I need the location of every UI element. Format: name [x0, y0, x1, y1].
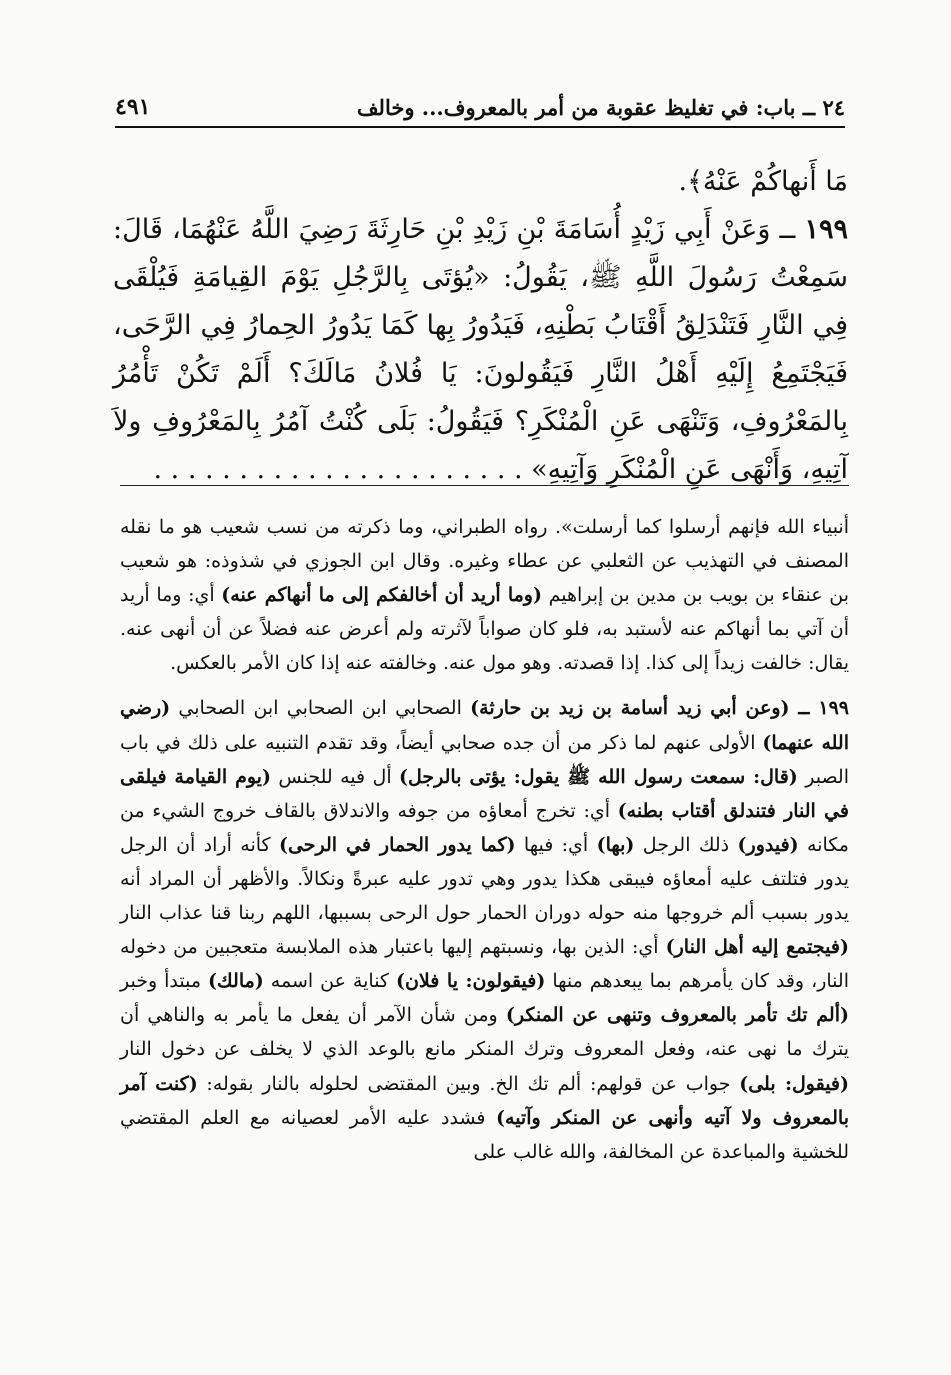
- commentary-text: أي: فيها: [515, 833, 597, 856]
- verse-continuation: مَا أَنهاكُمْ عَنْهُ﴾.: [678, 166, 848, 197]
- commentary-block: [120, 510, 849, 1169]
- commentary-quote: (فيقول: بلى): [739, 1072, 849, 1095]
- commentary-text: جواب عن قولهم: ألم تك الخ. وبين المقتضى لحلوله بالنار بقوله:: [197, 1072, 740, 1095]
- commentary-paragraph-1: [120, 510, 849, 680]
- commentary-text: ومن شأن الآمر أن يفعل ما يأمر به والناهي أن يترك ما نهى عنه، وفعل المعروف وترك المنكر مانع بالوعد الذي لا يخلف عن دخول النار: [120, 1004, 849, 1061]
- hadith-body: ــ وَعَنْ أَبِي زَيْدٍ أُسَامَةَ بْنِ زَيْدِ بْنِ حَارِثَةَ رَضِيَ اللَّهُ عَنْهُمَا، قَالَ: سَمِعْتُ رَسُولَ اللَّهِ ﷺ، يَقُولُ: «يُؤتَى بِالرَّجُلِ يَوْمَ القِيامَةِ فَيُلْقَى فِي النَّارِ فَتَنْدَلِقُ أَقْتَابُ بَطْنِهِ، فَيَدُورُ بِها كَمَا يَدُورُ الحِمارُ فِي الرَّحَى، فَيَجْتَمِعُ إِلَيْهِ أَهْلُ النَّارِ فَيَقُولونَ: يَا فُلانُ مَالَكَ؟ أَلَمْ تَكُنْ تَأْمُرُ بِالمَعْرُوفِ، وَتَنْهَى عَنِ الْمُنْكَرِ؟ فَيَقُولُ: بَلَى كُنْتُ آمُرُ بِالمَعْرُوفِ ولاَ آتِيهِ، وَأَنْهَى عَنِ الْمُنْكَرِ وَآتِيهِ» . . . . . . . . . . . . . . . . . . . . . .: [113, 214, 848, 485]
- commentary-text: فشدد عليه الأمر لعصيانه مع العلم المقتضي للخشية والمباعدة عن المخالفة، والله غالب على: [120, 1106, 849, 1163]
- page-number: ٤٩١: [115, 94, 151, 120]
- commentary-paragraph-2: [120, 691, 849, 1168]
- footnote-separator: [120, 485, 849, 486]
- hadith-paragraph: [113, 206, 848, 494]
- commentary-text: أنبياء الله فإنهم أرسلوا كما أرسلت». رواه الطبراني، وما ذكرته من نسب شعيب هو ما نقله المصنف في التهذيب عن الثعلبي عن عطاء وغيره. وقال ابن الجوزي في شذوذه: هو شعيب بن عنقاء بن بويب بن مدين بن إبراهيم: [120, 516, 849, 607]
- commentary-quote: ١٩٩ ــ (وعن أبي زيد أسامة بن زيد بن حارثة): [470, 697, 849, 720]
- hadith-text-block: [113, 158, 848, 494]
- chapter-title: ٢٤ ــ باب: في تغليظ عقوبة من أمر بالمعروف... وخالف: [356, 95, 845, 120]
- commentary-quote: (كما يدور الحمار في الرحى): [278, 833, 516, 856]
- commentary-quote: (وما أريد أن أخالفكم إلى ما أنهاكم عنه): [221, 584, 542, 607]
- commentary-text: كأنه أراد أن الرجل يدور فتلتف عليه أمعاؤه فيبقى هكذا يدور وهي تدور عليه عبرةً ونكالاً. والأظهر أن المراد أنه يدور بسبب ألم خروجها منه حوله دوران الحمار حول الرحى بسببها، اللهم ربنا قنا عذاب النار: [120, 833, 849, 925]
- commentary-text: أل فيه للجنس: [270, 765, 400, 788]
- commentary-text: أي: تخرج أمعاؤه من جوفه والاندلاق بالقاف خروج الشيء من مكانه: [120, 799, 849, 856]
- commentary-text: كناية عن اسمه: [263, 970, 396, 993]
- commentary-quote: (بها): [596, 833, 635, 856]
- commentary-quote: (يوم القيامة فيلقى في النار فتندلق أقتاب بطنه): [120, 765, 849, 822]
- paragraph-gap: [120, 680, 849, 691]
- commentary-text: أي: وما أريد أن آتي بما أنهاكم عنه لأستبد به، فلو كان صواباً لآثرته ولم أعرض عنه فضلاً عن أن أنهى عنه. يقال: خالفت زيداً إلى كذا. إذا قصدته. وهو مول عنه. وخالفته عنه إذا كان الأمر بالعكس.: [120, 584, 849, 675]
- commentary-quote: (فيدور): [737, 833, 799, 856]
- commentary-quote: (رضي الله عنهما): [120, 697, 849, 754]
- commentary-quote: (قال: سمعت رسول الله ﷺ يقول: يؤتى بالرجل): [399, 765, 798, 788]
- commentary-quote: (فيقولون: يا فلان): [395, 970, 546, 993]
- commentary-quote: (مالك): [208, 970, 264, 993]
- hadith-number: ١٩٩: [804, 214, 848, 245]
- commentary-quote: (كنت آمر بالمعروف ولا آتيه وأنهى عن المنكر وآتيه): [120, 1072, 849, 1129]
- commentary-quote: (فيجتمع إليه أهل النار): [665, 936, 849, 959]
- commentary-text: ذلك الرجل: [634, 833, 738, 856]
- running-header: [115, 90, 845, 128]
- commentary-quote: (ألم تك تأمر بالمعروف وتنهى عن المنكر): [505, 1004, 849, 1027]
- commentary-text: أي: الذين بها، ونسبتهم إليها باعتبار هذه الملابسة متعجبين من دخوله النار، وقد كان يأمرهم بما يبعدهم منها: [120, 936, 849, 993]
- commentary-text: مبتدأ وخبر: [120, 970, 209, 993]
- commentary-text: الأولى عنهم لما ذكر من أن جده صحابي أيضاً، وقد تقدم التنبيه على ذلك في باب الصبر: [120, 731, 849, 788]
- commentary-text: الصحابي ابن الصحابي ابن الصحابي: [170, 697, 471, 720]
